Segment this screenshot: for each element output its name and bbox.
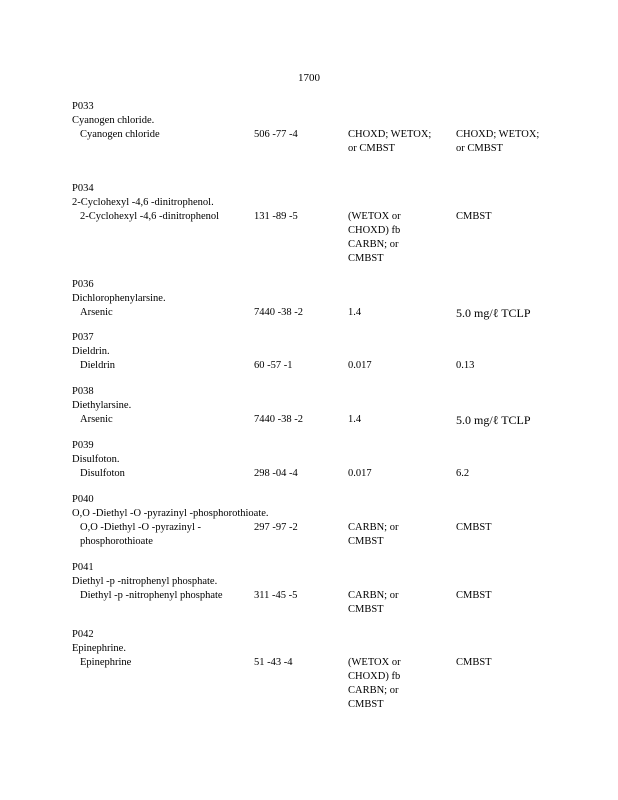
- nonwastewater-standard: 5.0 mg/ℓ TCLP: [456, 413, 531, 427]
- nonwastewater-standard: CHOXD; WETOX; or CMBST: [456, 129, 540, 154]
- wastewater-standard: 0.017: [348, 468, 372, 479]
- constituent-name: Diethyl -p -nitrophenyl phosphate: [80, 590, 223, 601]
- entry-p041: [72, 561, 572, 615]
- waste-code: P040: [72, 494, 94, 505]
- nonwastewater-standard: CMBST: [456, 657, 492, 668]
- waste-code: P036: [72, 279, 94, 290]
- waste-description: Dichlorophenylarsine.: [72, 293, 166, 304]
- waste-description: Disulfoton.: [72, 454, 120, 465]
- constituent-name: Dieldrin: [80, 360, 115, 371]
- waste-code: P039: [72, 440, 94, 451]
- wastewater-standard: CHOXD; WETOX; or CMBST: [348, 129, 432, 154]
- cas-number: 311 -45 -5: [254, 590, 298, 601]
- waste-description: Diethylarsine.: [72, 400, 132, 411]
- entry-p036: [72, 278, 572, 320]
- waste-description: Epinephrine.: [72, 643, 126, 654]
- wastewater-standard: 0.017: [348, 360, 372, 371]
- constituent-name: Arsenic: [80, 307, 113, 318]
- nonwastewater-standard: 0.13: [456, 360, 475, 371]
- constituent-row: [72, 589, 572, 615]
- cas-number: 297 -97 -2: [254, 522, 298, 533]
- entry-p034: [72, 182, 572, 264]
- constituent-row: [72, 359, 572, 373]
- waste-code: P041: [72, 562, 94, 573]
- wastewater-standard: (WETOX or CHOXD) fb CARBN; or CMBST: [348, 211, 401, 264]
- constituent-row: [72, 128, 572, 154]
- cas-number: 60 -57 -1: [254, 360, 293, 371]
- constituent-row: [72, 656, 572, 710]
- wastewater-standard: (WETOX or CHOXD) fb CARBN; or CMBST: [348, 657, 401, 710]
- cas-number: 7440 -38 -2: [254, 307, 303, 318]
- constituent-row: [72, 521, 572, 547]
- entry-p042: [72, 628, 572, 710]
- constituent-row: [72, 467, 572, 481]
- constituent-name: O,O -Diethyl -O -pyrazinyl - phosphorothioate: [80, 522, 202, 547]
- page-number: 1700: [298, 72, 320, 84]
- waste-description: 2-Cyclohexyl -4,6 -dinitrophenol.: [72, 197, 214, 208]
- constituent-name: Arsenic: [80, 414, 113, 425]
- waste-code: P037: [72, 332, 94, 343]
- constituent-row: [72, 306, 572, 320]
- entry-p039: [72, 439, 572, 481]
- wastewater-standard: 1.4: [348, 414, 362, 425]
- waste-code: P038: [72, 386, 94, 397]
- waste-description: Diethyl -p -nitrophenyl phosphate.: [72, 576, 218, 587]
- nonwastewater-standard: 5.0 mg/ℓ TCLP: [456, 306, 531, 320]
- constituent-name: Cyanogen chloride: [80, 129, 160, 140]
- cas-number: 506 -77 -4: [254, 129, 298, 140]
- constituent-row: [72, 210, 572, 264]
- cas-number: 7440 -38 -2: [254, 414, 303, 425]
- wastewater-standard: 1.4: [348, 307, 362, 318]
- nonwastewater-standard: CMBST: [456, 211, 492, 222]
- entry-p033: [72, 100, 572, 154]
- waste-code: P033: [72, 101, 94, 112]
- nonwastewater-standard: CMBST: [456, 522, 492, 533]
- entry-p040: [72, 493, 572, 547]
- constituent-name: Epinephrine: [80, 657, 132, 668]
- nonwastewater-standard: 6.2: [456, 468, 470, 479]
- waste-code: P042: [72, 629, 94, 640]
- cas-number: 131 -89 -5: [254, 211, 298, 222]
- cas-number: 298 -04 -4: [254, 468, 298, 479]
- waste-code: P034: [72, 183, 94, 194]
- entry-p037: [72, 331, 572, 373]
- waste-description: Cyanogen chloride.: [72, 115, 155, 126]
- constituent-name: 2-Cyclohexyl -4,6 -dinitrophenol: [80, 211, 220, 222]
- constituent-name: Disulfoton: [80, 468, 125, 479]
- waste-description: Dieldrin.: [72, 346, 110, 357]
- wastewater-standard: CARBN; or CMBST: [348, 522, 399, 547]
- entry-p038: [72, 385, 572, 427]
- nonwastewater-standard: CMBST: [456, 590, 492, 601]
- constituent-row: [72, 413, 572, 427]
- waste-description: O,O -Diethyl -O -pyrazinyl -phosphorothioate.: [72, 508, 269, 519]
- cas-number: 51 -43 -4: [254, 657, 293, 668]
- wastewater-standard: CARBN; or CMBST: [348, 590, 399, 615]
